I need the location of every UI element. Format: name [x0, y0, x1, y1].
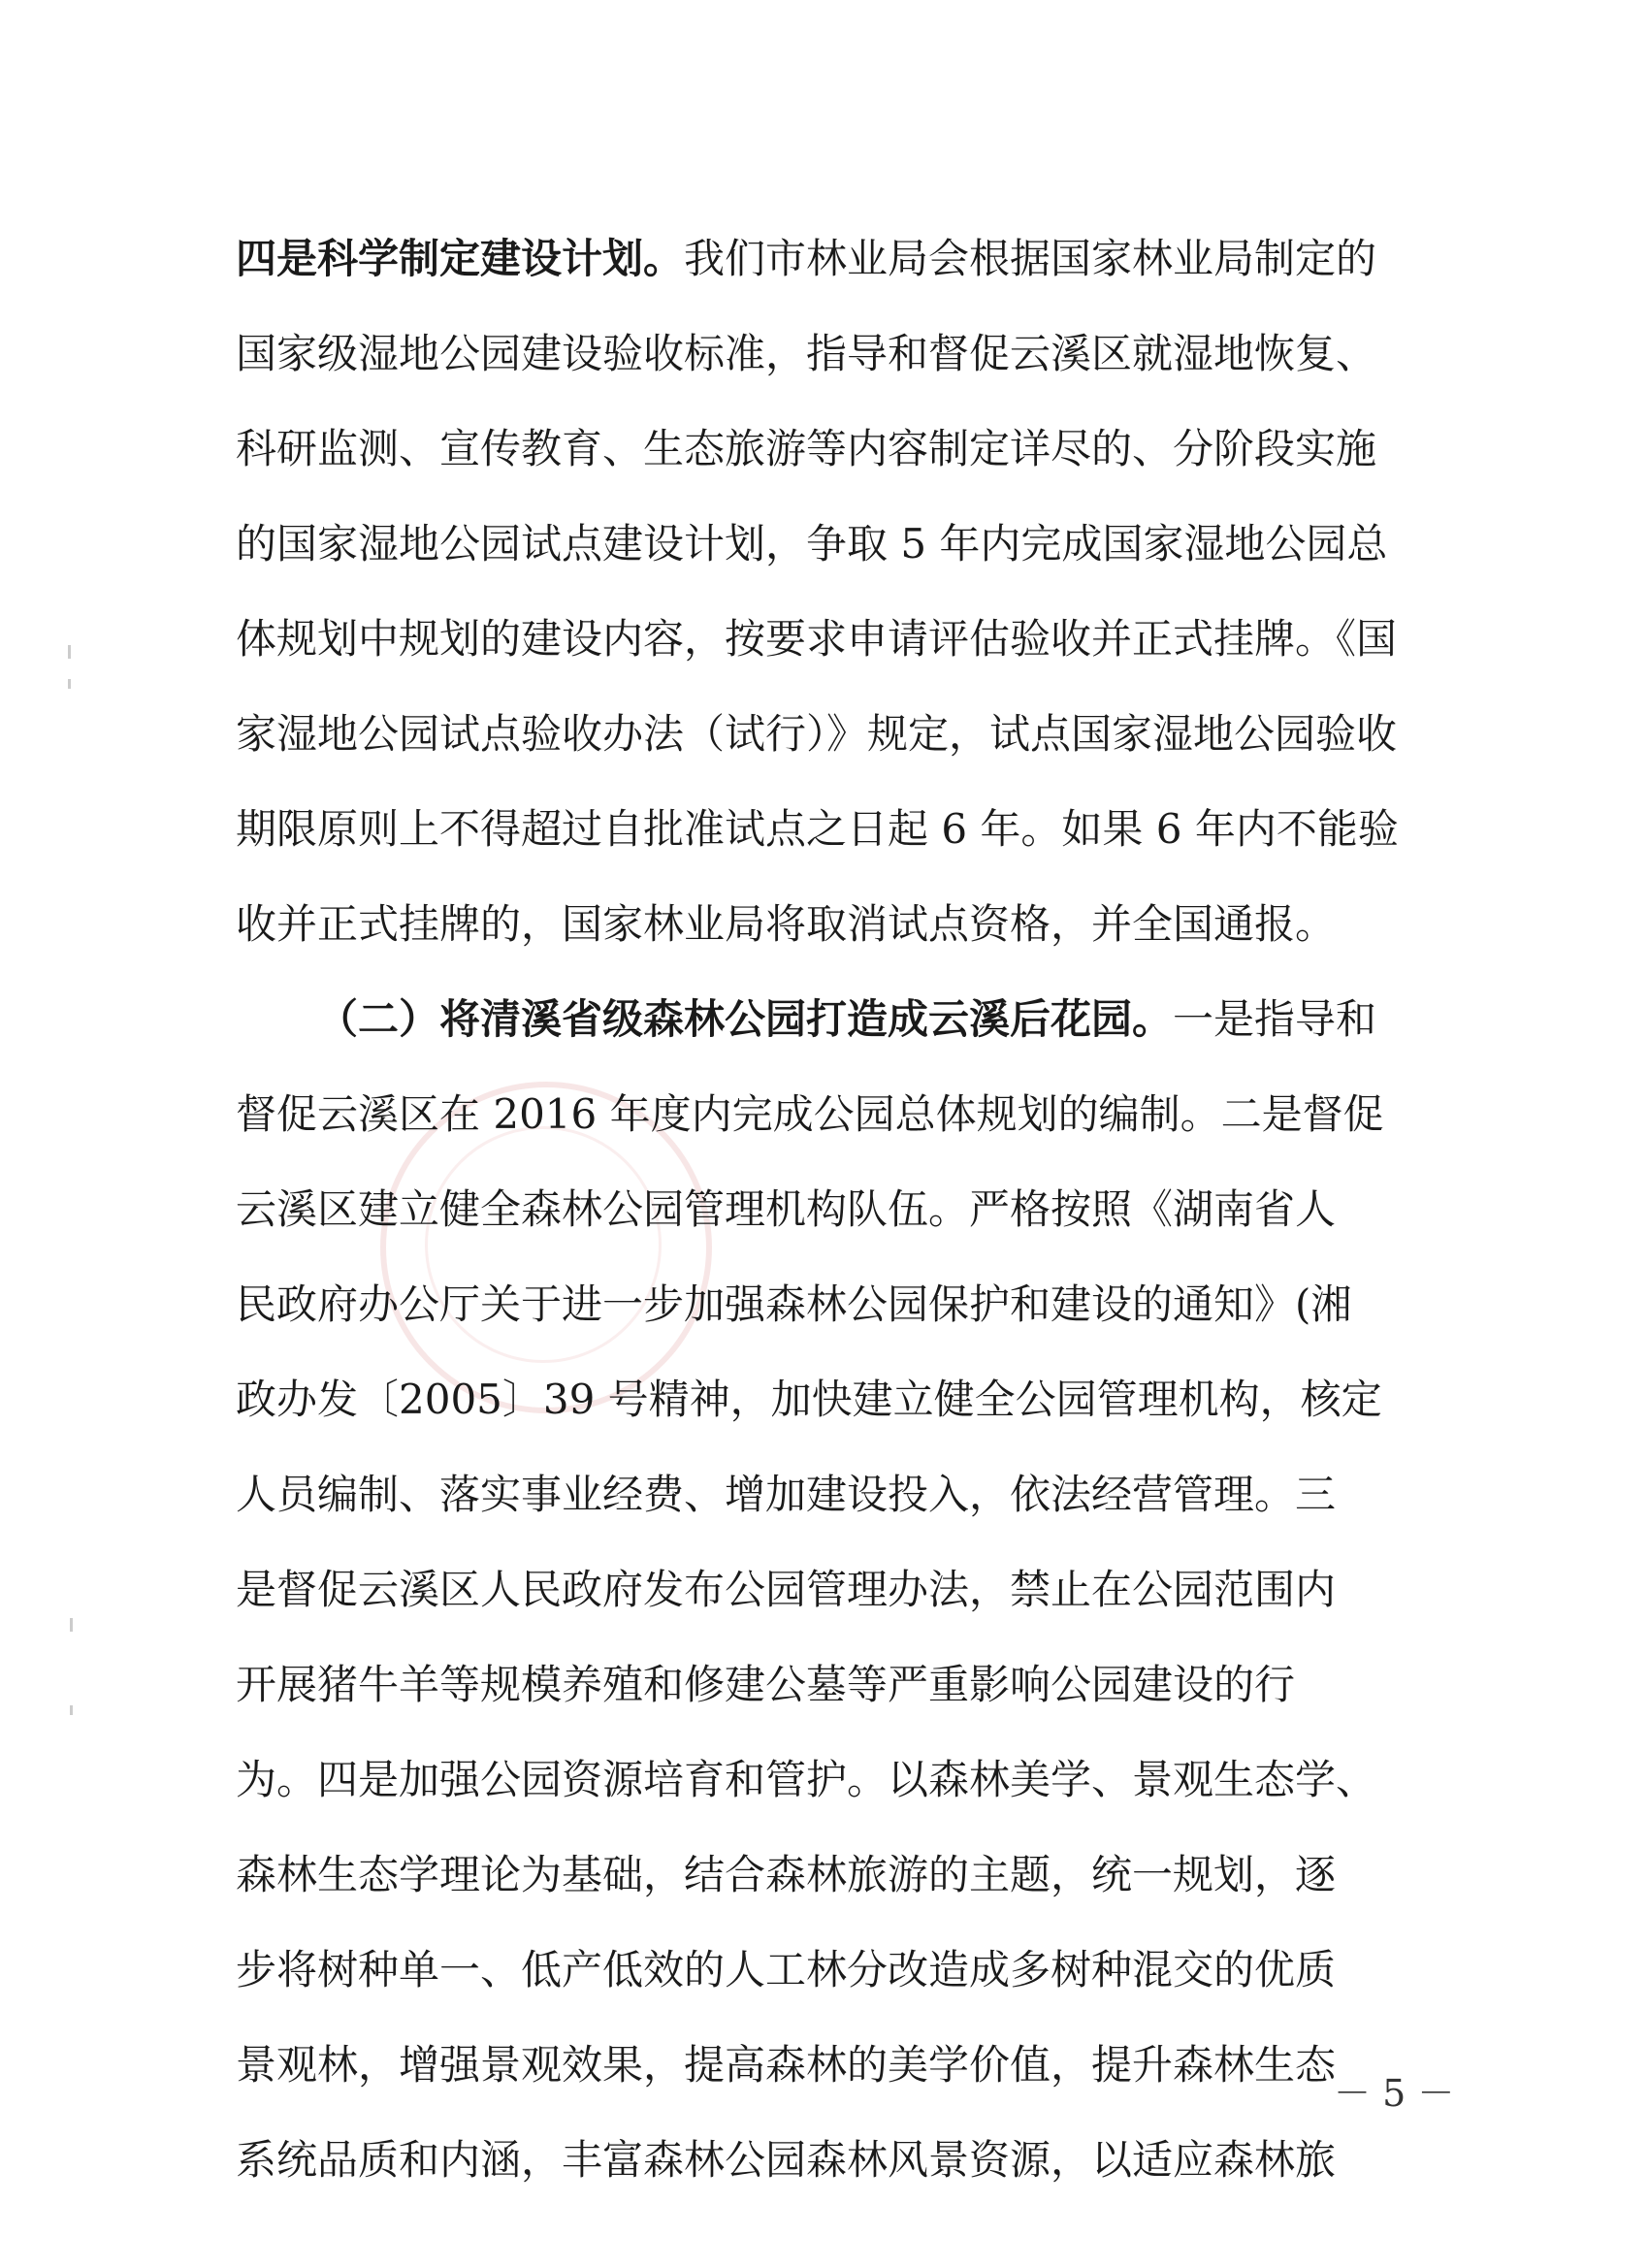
binding-margin-mark — [68, 645, 71, 659]
line-text: 的国家湿地公园试点建设计划，争取 5 年内完成国家湿地公园总 — [236, 520, 1388, 567]
document-body — [236, 211, 1416, 2208]
text-line — [236, 1542, 1416, 1637]
text-line — [236, 211, 1416, 307]
line-text: 科研监测、宣传教育、生态旅游等内容制定详尽的、分阶段实施 — [236, 425, 1377, 472]
binding-margin-mark — [70, 1618, 73, 1632]
line-text: 森林生态学理论为基础，结合森林旅游的主题，统一规划，逐 — [236, 1851, 1337, 1898]
text-line — [236, 687, 1416, 782]
text-line — [236, 1447, 1416, 1542]
line-text: 开展猪牛羊等规模养殖和修建公墓等严重影响公园建设的行 — [236, 1661, 1296, 1708]
line-text: 民政府办公厅关于进一步加强森林公园保护和建设的通知》(湘 — [236, 1280, 1352, 1328]
text-line — [236, 592, 1416, 687]
line-text: 期限原则上不得超过自批准试点之日起 6 年。如果 6 年内不能验 — [236, 805, 1399, 853]
text-line — [236, 1637, 1416, 1733]
text-line — [236, 1923, 1416, 2018]
line-text: 我们市林业局会根据国家林业局制定的 — [684, 235, 1377, 282]
line-text: 步将树种单一、低产低效的人工林分改造成多树种混交的优质 — [236, 1946, 1337, 1993]
page-number: － 5 － — [1334, 2072, 1455, 2115]
text-line — [236, 1352, 1416, 1447]
line-text: 国家级湿地公园建设验收标准，指导和督促云溪区就湿地恢复、 — [236, 330, 1377, 377]
bold-heading: （二）将清溪省级森林公园打造成云溪后花园。 — [317, 995, 1174, 1043]
text-line — [236, 497, 1416, 592]
text-line — [236, 1067, 1416, 1162]
text-line-indented — [236, 972, 1416, 1067]
line-text: 是督促云溪区人民政府发布公园管理办法，禁止在公园范围内 — [236, 1566, 1337, 1613]
text-line — [236, 2113, 1416, 2208]
binding-margin-mark — [68, 679, 71, 689]
text-line — [236, 402, 1416, 497]
line-text: 收并正式挂牌的，国家林业局将取消试点资格，并全国通报。 — [236, 900, 1337, 948]
line-text: 一是指导和 — [1173, 995, 1377, 1043]
line-text: 政办发〔2005〕39 号精神，加快建立健全公园管理机构，核定 — [236, 1376, 1382, 1423]
text-line — [236, 1162, 1416, 1257]
line-text: 系统品质和内涵，丰富森林公园森林风景资源，以适应森林旅 — [236, 2136, 1337, 2184]
line-text: 体规划中规划的建设内容，按要求申请评估验收并正式挂牌。《国 — [236, 615, 1398, 663]
line-text: 家湿地公园试点验收办法（试行）》规定，试点国家湿地公园验收 — [236, 710, 1398, 758]
line-text: 为。四是加强公园资源培育和管护。以森林美学、景观生态学、 — [236, 1756, 1377, 1803]
text-line — [236, 877, 1416, 972]
line-text: 督促云溪区在 2016 年度内完成公园总体规划的编制。二是督促 — [236, 1090, 1384, 1138]
text-line — [236, 1828, 1416, 1923]
text-line — [236, 307, 1416, 402]
text-line — [236, 1733, 1416, 1828]
text-line — [236, 1257, 1416, 1352]
line-text: 人员编制、落实事业经费、增加建设投入，依法经营管理。三 — [236, 1471, 1337, 1518]
binding-margin-mark — [70, 1705, 73, 1715]
bold-heading: 四是科学制定建设计划。 — [236, 235, 685, 282]
line-text: 景观林，增强景观效果，提高森林的美学价值，提升森林生态 — [236, 2041, 1337, 2089]
text-line — [236, 2018, 1416, 2113]
text-line — [236, 782, 1416, 877]
line-text: 云溪区建立健全森林公园管理机构队伍。严格按照《湖南省人 — [236, 1185, 1337, 1233]
